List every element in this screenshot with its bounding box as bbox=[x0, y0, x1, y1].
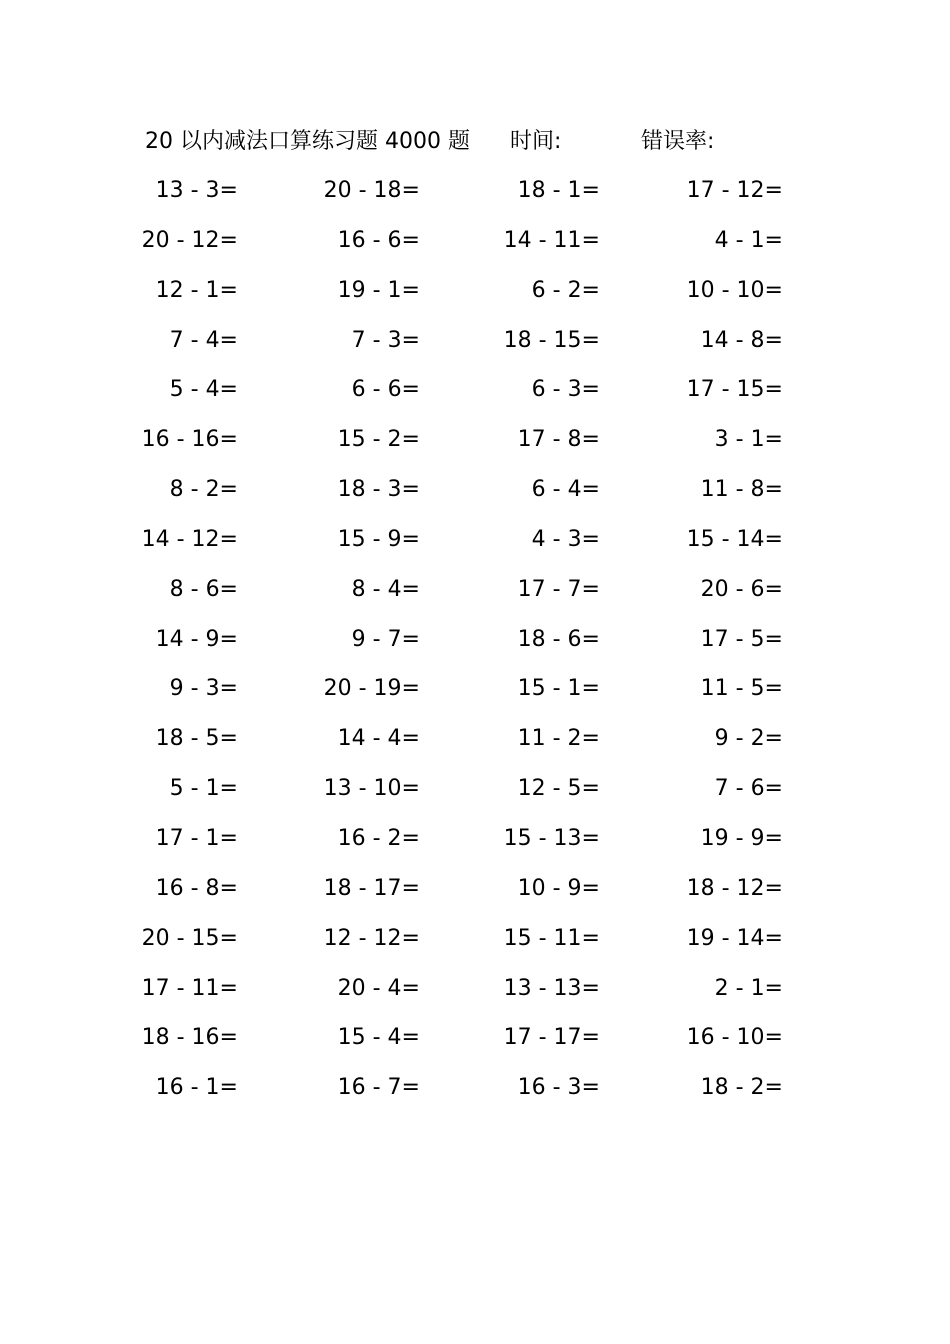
problem: 18 - 15= bbox=[503, 327, 600, 353]
worksheet-title: 20 以内减法口算练习题 4000 题 bbox=[145, 129, 470, 154]
problem: 19 - 1= bbox=[337, 277, 420, 303]
problem: 17 - 8= bbox=[517, 427, 600, 453]
problem-row bbox=[0, 818, 950, 868]
problem: 19 - 9= bbox=[700, 825, 783, 851]
problem: 7 - 4= bbox=[169, 327, 238, 353]
problem: 10 - 9= bbox=[517, 875, 600, 901]
problem: 17 - 5= bbox=[700, 626, 783, 652]
problem: 20 - 4= bbox=[337, 975, 420, 1001]
problem: 13 - 13= bbox=[503, 975, 600, 1001]
problem-row bbox=[0, 419, 950, 469]
problem: 9 - 2= bbox=[714, 726, 783, 752]
problem: 13 - 10= bbox=[323, 776, 420, 802]
problem: 3 - 1= bbox=[714, 427, 783, 453]
problem: 13 - 3= bbox=[155, 178, 238, 203]
problem: 16 - 1= bbox=[155, 1075, 238, 1101]
worksheet-header bbox=[0, 122, 950, 162]
problem-row bbox=[0, 469, 950, 519]
problem: 18 - 3= bbox=[337, 477, 420, 503]
problem-row bbox=[0, 918, 950, 968]
problem: 15 - 14= bbox=[686, 526, 783, 552]
problem: 15 - 9= bbox=[337, 526, 420, 552]
problem: 12 - 5= bbox=[517, 776, 600, 802]
problem-grid bbox=[0, 170, 950, 1117]
problem: 18 - 2= bbox=[700, 1075, 783, 1101]
problem: 18 - 6= bbox=[517, 626, 600, 652]
problem: 15 - 1= bbox=[517, 676, 600, 702]
problem-row bbox=[0, 170, 950, 220]
problem: 18 - 12= bbox=[686, 875, 783, 901]
problem: 10 - 10= bbox=[686, 277, 783, 303]
problem: 16 - 6= bbox=[337, 227, 420, 253]
problem: 20 - 19= bbox=[323, 676, 420, 702]
problem-row bbox=[0, 320, 950, 370]
problem: 9 - 7= bbox=[351, 626, 420, 652]
problem: 14 - 9= bbox=[155, 626, 238, 652]
problem: 18 - 1= bbox=[517, 178, 600, 203]
problem: 20 - 15= bbox=[141, 925, 238, 951]
problem: 19 - 14= bbox=[686, 925, 783, 951]
problem: 11 - 2= bbox=[517, 726, 600, 752]
problem: 6 - 2= bbox=[531, 277, 600, 303]
problem: 11 - 5= bbox=[700, 676, 783, 702]
problem: 16 - 3= bbox=[517, 1075, 600, 1101]
problem: 20 - 6= bbox=[700, 576, 783, 602]
problem: 17 - 7= bbox=[517, 576, 600, 602]
problem: 15 - 11= bbox=[503, 925, 600, 951]
problem: 9 - 3= bbox=[169, 676, 238, 702]
problem: 8 - 2= bbox=[169, 477, 238, 503]
problem-row bbox=[0, 1067, 950, 1117]
problem: 12 - 12= bbox=[323, 925, 420, 951]
problem: 8 - 4= bbox=[351, 576, 420, 602]
problem-row bbox=[0, 668, 950, 718]
problem-row bbox=[0, 569, 950, 619]
time-label: 时间: bbox=[510, 129, 562, 154]
problem: 8 - 6= bbox=[169, 576, 238, 602]
problem: 14 - 12= bbox=[141, 526, 238, 552]
problem: 11 - 8= bbox=[700, 477, 783, 503]
problem-row bbox=[0, 369, 950, 419]
problem: 18 - 17= bbox=[323, 875, 420, 901]
problem: 14 - 4= bbox=[337, 726, 420, 752]
problem-row bbox=[0, 768, 950, 818]
problem-row bbox=[0, 220, 950, 270]
problem: 17 - 11= bbox=[141, 975, 238, 1001]
problem: 4 - 1= bbox=[714, 227, 783, 253]
problem: 16 - 8= bbox=[155, 875, 238, 901]
problem: 16 - 16= bbox=[141, 427, 238, 453]
error-rate-label: 错误率: bbox=[641, 129, 715, 154]
problem: 17 - 17= bbox=[503, 1025, 600, 1051]
problem: 5 - 1= bbox=[169, 776, 238, 802]
problem: 18 - 5= bbox=[155, 726, 238, 752]
problem: 20 - 18= bbox=[323, 178, 420, 203]
problem: 18 - 16= bbox=[141, 1025, 238, 1051]
problem: 2 - 1= bbox=[714, 975, 783, 1001]
problem-row bbox=[0, 968, 950, 1018]
problem: 5 - 4= bbox=[169, 377, 238, 403]
problem: 4 - 3= bbox=[531, 526, 600, 552]
problem-row bbox=[0, 718, 950, 768]
problem: 6 - 6= bbox=[351, 377, 420, 403]
problem: 12 - 1= bbox=[155, 277, 238, 303]
problem-row bbox=[0, 270, 950, 320]
problem: 14 - 8= bbox=[700, 327, 783, 353]
problem: 15 - 2= bbox=[337, 427, 420, 453]
problem: 16 - 10= bbox=[686, 1025, 783, 1051]
problem: 7 - 6= bbox=[714, 776, 783, 802]
problem: 20 - 12= bbox=[141, 227, 238, 253]
problem: 16 - 7= bbox=[337, 1075, 420, 1101]
problem: 17 - 12= bbox=[686, 178, 783, 203]
problem: 15 - 13= bbox=[503, 825, 600, 851]
problem: 15 - 4= bbox=[337, 1025, 420, 1051]
problem: 7 - 3= bbox=[351, 327, 420, 353]
problem: 6 - 4= bbox=[531, 477, 600, 503]
problem-row bbox=[0, 1017, 950, 1067]
problem: 17 - 15= bbox=[686, 377, 783, 403]
problem-row bbox=[0, 868, 950, 918]
problem: 16 - 2= bbox=[337, 825, 420, 851]
problem-row bbox=[0, 619, 950, 669]
problem-row bbox=[0, 519, 950, 569]
problem: 14 - 11= bbox=[503, 227, 600, 253]
problem: 6 - 3= bbox=[531, 377, 600, 403]
problem: 17 - 1= bbox=[155, 825, 238, 851]
